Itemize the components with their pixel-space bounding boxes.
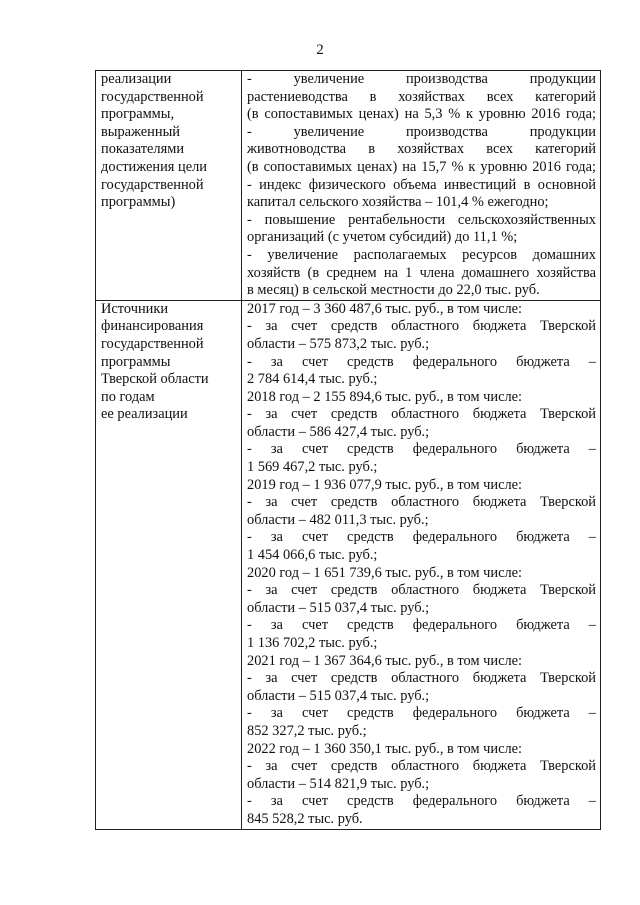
value-line: - за счет средств областного бюджета Тверской	[247, 758, 596, 775]
table-row	[96, 300, 601, 829]
table-row	[96, 71, 601, 301]
value-line: области – 515 037,4 тыс. руб.;	[247, 599, 430, 616]
row-value-financing	[242, 300, 601, 829]
value-line: - индекс физического объема инвестиций в основной	[247, 176, 596, 193]
value-line: - за счет средств федерального бюджета –	[247, 529, 596, 546]
value-line: - за счет средств федерального бюджета –	[247, 793, 596, 810]
value-line: - увеличение производства продукции	[247, 71, 596, 87]
value-line: 2022 год – 1 360 350,1 тыс. руб., в том числе:	[247, 740, 523, 757]
value-line: 1 569 467,2 тыс. руб.;	[247, 459, 378, 476]
value-line: - за счет средств областного бюджета Тверской	[247, 318, 596, 335]
label-line: показателями	[101, 141, 185, 158]
label-line: достижения цели	[101, 158, 207, 175]
value-line: - за счет средств федерального бюджета –	[247, 705, 596, 722]
value-line: капитал сельского хозяйства – 101,4 % ежегодно;	[247, 194, 549, 211]
value-line: животноводства в хозяйствах всех категорий	[247, 141, 596, 158]
row-label-indicators	[96, 71, 242, 301]
value-line: 852 327,2 тыс. руб.;	[247, 722, 367, 739]
label-line: государственной	[101, 176, 204, 193]
label-line: по годам	[101, 388, 155, 405]
value-line: растениеводства в хозяйствах всех категорий	[247, 88, 596, 105]
value-line: - за счет средств федерального бюджета –	[247, 353, 596, 370]
value-line: области – 515 037,4 тыс. руб.;	[247, 687, 430, 704]
label-line: государственной	[101, 88, 204, 105]
value-line: - повышение рентабельности сельскохозяйственных	[247, 211, 596, 228]
value-line: - за счет средств федерального бюджета –	[247, 441, 596, 458]
label-line: государственной	[101, 335, 204, 352]
value-line: (в сопоставимых ценах) на 15,7 % к уровню 2016 года;	[247, 158, 596, 175]
value-line: 2020 год – 1 651 739,6 тыс. руб., в том числе:	[247, 564, 523, 581]
value-line: - увеличение производства продукции	[247, 123, 596, 140]
label-line: ее реализации	[101, 406, 188, 423]
label-line: программы	[101, 353, 171, 370]
value-line: 845 528,2 тыс. руб.	[247, 810, 363, 827]
label-line: программы,	[101, 106, 175, 123]
value-line: 1 454 066,6 тыс. руб.;	[247, 547, 378, 564]
value-line: - за счет средств федерального бюджета –	[247, 617, 596, 634]
value-line: (в сопоставимых ценах) на 5,3 % к уровню 2016 года;	[247, 106, 596, 123]
value-line: 2021 год – 1 367 364,6 тыс. руб., в том числе:	[247, 652, 523, 669]
value-line: - увеличение располагаемых ресурсов домашних	[247, 246, 596, 263]
label-line: Тверской области	[101, 371, 209, 388]
value-line: 2018 год – 2 155 894,6 тыс. руб., в том числе:	[247, 388, 523, 405]
program-passport-table	[95, 70, 601, 830]
value-line: хозяйств (в среднем на 1 члена домашнего хозяйства	[247, 264, 596, 281]
value-line: 2017 год – 3 360 487,6 тыс. руб., в том числе:	[247, 300, 523, 317]
value-line: области – 514 821,9 тыс. руб.;	[247, 775, 430, 792]
value-line: области – 575 873,2 тыс. руб.;	[247, 335, 430, 352]
label-line: реализации	[101, 71, 172, 87]
value-line: области – 482 011,3 тыс. руб.;	[247, 511, 429, 528]
value-line: - за счет средств областного бюджета Тверской	[247, 494, 596, 511]
label-line: Источники	[101, 300, 169, 317]
value-line: - за счет средств областного бюджета Тверской	[247, 670, 596, 687]
value-line: 2 784 614,4 тыс. руб.;	[247, 371, 378, 388]
value-line: организаций (с учетом субсидий) до 11,1 %;	[247, 229, 518, 246]
value-line: в месяц) в сельской местности до 22,0 тыс. руб.	[247, 282, 540, 299]
row-label-financing	[96, 300, 242, 829]
label-line: выраженный	[101, 123, 180, 140]
label-line: финансирования	[101, 318, 204, 335]
row-value-indicators	[242, 71, 601, 301]
value-line: - за счет средств областного бюджета Тверской	[247, 406, 596, 423]
value-line: области – 586 427,4 тыс. руб.;	[247, 423, 430, 440]
value-line: - за счет средств областного бюджета Тверской	[247, 582, 596, 599]
page-number: 2	[316, 42, 324, 58]
value-line: 2019 год – 1 936 077,9 тыс. руб., в том числе:	[247, 476, 523, 493]
label-line: программы)	[101, 194, 176, 211]
value-line: 1 136 702,2 тыс. руб.;	[247, 635, 378, 651]
